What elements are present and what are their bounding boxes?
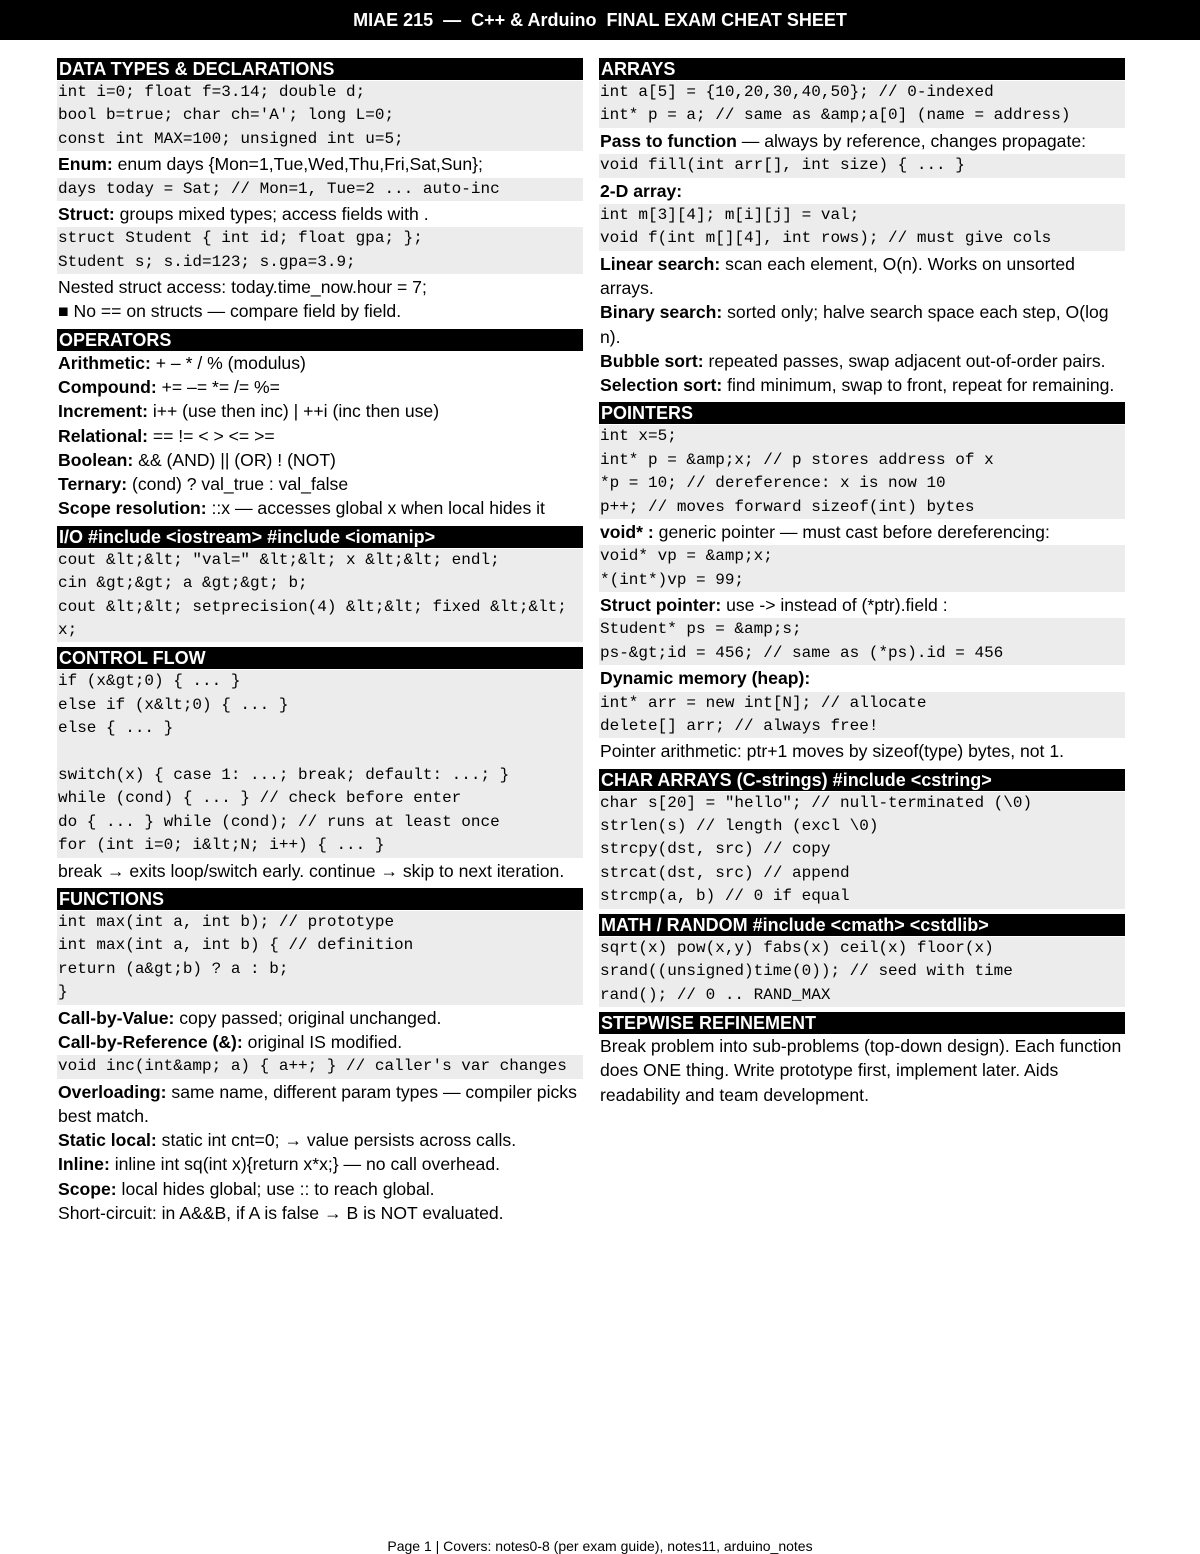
- note-line: [57, 424, 583, 448]
- section-header: CHAR ARRAYS (C-strings) #include <cstring>: [599, 769, 1125, 791]
- section-arrays: [599, 58, 1125, 397]
- page-footer: Page 1 | Covers: notes0-8 (per exam guide), notes11, arduino_notes: [387, 1538, 813, 1554]
- note-label: Struct:: [58, 203, 115, 224]
- note-line: [57, 202, 583, 226]
- note-text: && (AND) || (OR) ! (NOT): [133, 449, 336, 470]
- note-line: [57, 1177, 583, 1201]
- note-label: Struct pointer:: [600, 595, 722, 616]
- section-header: MATH / RANDOM #include <cmath> <cstdlib>: [599, 914, 1125, 936]
- note-text: Break problem into sub-problems (top-down design). Each function does ONE thing. Write prototype first, implement later. Aids readability and team development.: [600, 1035, 1122, 1105]
- note-label: Inline:: [58, 1154, 110, 1175]
- page-title: MIAE 215 — C++ & Arduino FINAL EXAM CHEAT SHEET: [0, 0, 1200, 40]
- code-block: struct Student { int id; float gpa; }; Student s; s.id=123; s.gpa=3.9;: [57, 227, 583, 274]
- note-line: [599, 373, 1125, 397]
- note-line: [599, 300, 1125, 349]
- note-text: Short-circuit: in A&&B, if A is false → B is NOT evaluated.: [58, 1202, 504, 1223]
- note-label: Linear search:: [600, 253, 721, 274]
- note-text: static int cnt=0; → value persists across calls.: [156, 1130, 517, 1151]
- section-char-arrays-c-strings-in: [599, 769, 1125, 909]
- note-label: Relational:: [58, 425, 148, 446]
- note-label: Selection sort:: [600, 375, 723, 396]
- note-text: == != < > <= >=: [147, 425, 275, 446]
- note-line: [57, 1128, 583, 1152]
- section-stepwise-refinement: [599, 1012, 1125, 1107]
- note-line: [57, 496, 583, 520]
- note-label: Enum:: [58, 154, 113, 175]
- note-text: inline int sq(int x){return x*x;} — no call overhead.: [109, 1154, 501, 1175]
- note-text: find minimum, swap to front, repeat for remaining.: [722, 375, 1115, 396]
- code-block: Student* ps = &amp;s; ps-&gt;id = 456; // same as (*ps).id = 456: [599, 618, 1125, 665]
- section-header: ARRAYS: [599, 58, 1125, 80]
- note-line: [57, 351, 583, 375]
- note-text: copy passed; original unchanged.: [174, 1007, 442, 1028]
- section-header: POINTERS: [599, 402, 1125, 424]
- note-line: [57, 472, 583, 496]
- note-label: Arithmetic:: [58, 352, 151, 373]
- section-functions: [57, 888, 583, 1225]
- note-text: (cond) ? val_true : val_false: [127, 474, 349, 495]
- note-text: same name, different param types — compiler picks best match.: [58, 1081, 577, 1126]
- right-column: [599, 58, 1125, 1112]
- section-header: CONTROL FLOW: [57, 647, 583, 669]
- note-text: Nested struct access: today.time_now.hour = 7;: [58, 277, 427, 298]
- note-label: Increment:: [58, 401, 148, 422]
- section-operators: [57, 329, 583, 521]
- code-block: int x=5; int* p = &amp;x; // p stores address of x *p = 10; // dereference: x is now 10 p++; // moves forward sizeof(int) bytes: [599, 425, 1125, 519]
- note-text: scan each element, O(n). Works on unsorted arrays.: [600, 253, 1075, 298]
- note-line: [599, 1034, 1125, 1107]
- note-line: [57, 1030, 583, 1054]
- code-block: void inc(int&amp; a) { a++; } // caller's var changes: [57, 1055, 583, 1078]
- note-line: [599, 252, 1125, 301]
- left-column: [57, 58, 583, 1230]
- code-block: int max(int a, int b); // prototype int max(int a, int b) { // definition return (a&gt;b) ? a : b; }: [57, 911, 583, 1005]
- section-math-random-include-cmat: [599, 914, 1125, 1007]
- note-line: [57, 375, 583, 399]
- note-label: void* :: [600, 522, 654, 543]
- code-block: days today = Sat; // Mon=1, Tue=2 ... auto-inc: [57, 178, 583, 201]
- note-text: break → exits loop/switch early. continue → skip to next iteration.: [58, 860, 565, 881]
- note-line: [599, 349, 1125, 373]
- note-line: [57, 1080, 583, 1129]
- note-label: Overloading:: [58, 1081, 167, 1102]
- code-block: void* vp = &amp;x; *(int*)vp = 99;: [599, 545, 1125, 592]
- note-text: use -> instead of (*ptr).field :: [721, 595, 948, 616]
- note-line: [599, 739, 1125, 763]
- note-line: [57, 299, 583, 323]
- code-block: if (x&gt;0) { ... } else if (x&lt;0) { ... } else { ... } switch(x) { case 1: ...; break; default: ...; } while (cond) { ... } // check before enter do { ... } while (cond); // runs at least once for (int i=0; i&lt;N; i++) { ... }: [57, 670, 583, 857]
- note-text: ■ No == on structs — compare field by field.: [58, 301, 402, 322]
- code-block: sqrt(x) pow(x,y) fabs(x) ceil(x) floor(x) srand((unsigned)time(0)); // seed with time rand(); // 0 .. RAND_MAX: [599, 937, 1125, 1007]
- note-text: + – * / % (modulus): [150, 352, 306, 373]
- section-i-o-include-iostream-inc: [57, 526, 583, 643]
- section-pointers: [599, 402, 1125, 763]
- note-label: 2-D array:: [600, 180, 683, 201]
- section-control-flow: [57, 647, 583, 883]
- note-label: Call-by-Value:: [58, 1007, 175, 1028]
- note-label: Call-by-Reference (&):: [58, 1031, 243, 1052]
- note-line: [599, 520, 1125, 544]
- note-line: [599, 666, 1125, 690]
- note-text: i++ (use then inc) | ++i (inc then use): [147, 401, 440, 422]
- note-line: [57, 859, 583, 883]
- note-label: Scope resolution:: [58, 498, 207, 519]
- code-block: int* arr = new int[N]; // allocate delete[] arr; // always free!: [599, 692, 1125, 739]
- note-label: Bubble sort:: [600, 350, 704, 371]
- code-block: char s[20] = "hello"; // null-terminated (\0) strlen(s) // length (excl \0) strcpy(dst, src) // copy strcat(dst, src) // append strcmp(a, b) // 0 if equal: [599, 792, 1125, 909]
- section-header: DATA TYPES & DECLARATIONS: [57, 58, 583, 80]
- note-line: [599, 179, 1125, 203]
- note-text: sorted only; halve search space each step, O(log n).: [600, 302, 1109, 347]
- code-block: int a[5] = {10,20,30,40,50}; // 0-indexed int* p = a; // same as &amp;a[0] (name = address): [599, 81, 1125, 128]
- note-label: Ternary:: [58, 474, 128, 495]
- note-line: [599, 593, 1125, 617]
- section-data-types-declarations: [57, 58, 583, 324]
- note-label: Static local:: [58, 1130, 157, 1151]
- note-text: — always by reference, changes propagate:: [736, 130, 1087, 151]
- note-line: [57, 152, 583, 176]
- note-text: generic pointer — must cast before dereferencing:: [653, 522, 1050, 543]
- note-label: Binary search:: [600, 302, 723, 323]
- note-text: original IS modified.: [242, 1031, 403, 1052]
- note-line: [57, 1152, 583, 1176]
- section-header: STEPWISE REFINEMENT: [599, 1012, 1125, 1034]
- code-block: int i=0; float f=3.14; double d; bool b=true; char ch='A'; long L=0; const int MAX=100; unsigned int u=5;: [57, 81, 583, 151]
- section-header: I/O #include <iostream> #include <iomanip>: [57, 526, 583, 548]
- note-label: Boolean:: [58, 449, 134, 470]
- note-line: [599, 129, 1125, 153]
- note-label: Pass to function: [600, 130, 737, 151]
- code-block: void fill(int arr[], int size) { ... }: [599, 154, 1125, 177]
- note-label: Dynamic memory (heap):: [600, 668, 811, 689]
- note-line: [57, 1006, 583, 1030]
- section-header: OPERATORS: [57, 329, 583, 351]
- note-text: enum days {Mon=1,Tue,Wed,Thu,Fri,Sat,Sun};: [112, 154, 483, 175]
- note-text: Pointer arithmetic: ptr+1 moves by sizeof(type) bytes, not 1.: [600, 741, 1064, 762]
- note-text: += –= *= /= %=: [156, 376, 280, 397]
- note-line: [57, 275, 583, 299]
- code-block: int m[3][4]; m[i][j] = val; void f(int m[][4], int rows); // must give cols: [599, 204, 1125, 251]
- note-text: repeated passes, swap adjacent out-of-order pairs.: [703, 350, 1106, 371]
- note-text: local hides global; use :: to reach global.: [116, 1178, 435, 1199]
- note-label: Scope:: [58, 1178, 117, 1199]
- note-text: groups mixed types; access fields with .: [114, 203, 429, 224]
- code-block: cout &lt;&lt; "val=" &lt;&lt; x &lt;&lt; endl; cin &gt;&gt; a &gt;&gt; b; cout &lt;&lt; setprecision(4) &lt;&lt; fixed &lt;&lt; x;: [57, 549, 583, 643]
- section-header: FUNCTIONS: [57, 888, 583, 910]
- note-label: Compound:: [58, 376, 157, 397]
- note-line: [57, 1201, 583, 1225]
- note-line: [57, 448, 583, 472]
- note-line: [57, 399, 583, 423]
- note-text: ::x — accesses global x when local hides it: [206, 498, 545, 519]
